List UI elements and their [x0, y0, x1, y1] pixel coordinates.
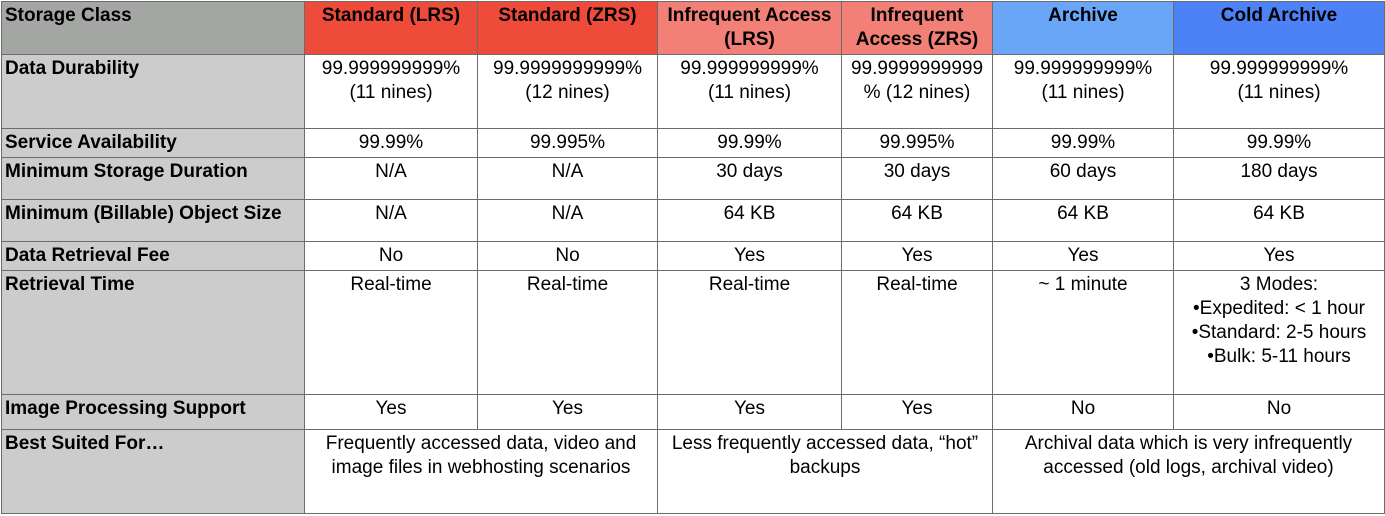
cell: No: [1174, 395, 1385, 430]
cell: 99.99%: [1174, 129, 1385, 158]
cell: 64 KB: [993, 200, 1174, 242]
cell: ~ 1 minute: [993, 271, 1174, 395]
row-label: Image Processing Support: [2, 395, 305, 430]
cell: Real-time: [658, 271, 842, 395]
best-suited-infrequent: Less frequently accessed data, “hot” backups: [658, 430, 993, 514]
header-cold-archive: Cold Archive: [1174, 2, 1385, 55]
cell: 99.999999999% (11 nines): [1174, 55, 1385, 129]
header-storage-class: Storage Class: [2, 2, 305, 55]
best-suited-archive: Archival data which is very infrequently accessed (old logs, archival video): [993, 430, 1385, 514]
row-best-suited-for: [2, 430, 1385, 514]
cell: Real-time: [305, 271, 478, 395]
cell: No: [305, 242, 478, 271]
cell: Yes: [658, 395, 842, 430]
cell: Real-time: [842, 271, 993, 395]
row-label: Best Suited For…: [2, 430, 305, 514]
cell: 99.999999999% (11 nines): [305, 55, 478, 129]
header-infrequent-zrs: Infrequent Access (ZRS): [842, 2, 993, 55]
cell: 99.99%: [305, 129, 478, 158]
cell: No: [478, 242, 658, 271]
cell: 64 KB: [658, 200, 842, 242]
row-service-availability: [2, 129, 1385, 158]
storage-class-comparison-table: [1, 1, 1385, 514]
header-row: [2, 2, 1385, 55]
header-infrequent-lrs: Infrequent Access (LRS): [658, 2, 842, 55]
cell: 30 days: [842, 158, 993, 200]
cell: 99.9999999999 % (12 nines): [842, 55, 993, 129]
row-minimum-storage-duration: [2, 158, 1385, 200]
best-suited-standard: Frequently accessed data, video and image files in webhosting scenarios: [305, 430, 658, 514]
cell: Yes: [658, 242, 842, 271]
row-data-retrieval-fee: [2, 242, 1385, 271]
row-label: Minimum (Billable) Object Size: [2, 200, 305, 242]
cell: No: [993, 395, 1174, 430]
cell: 99.99%: [993, 129, 1174, 158]
cell: Yes: [842, 242, 993, 271]
row-image-processing-support: [2, 395, 1385, 430]
cell: 99.995%: [478, 129, 658, 158]
cell: 99.999999999% (11 nines): [658, 55, 842, 129]
cell: N/A: [305, 158, 478, 200]
cell: Yes: [1174, 242, 1385, 271]
cell: 3 Modes: •Expedited: < 1 hour •Standard: 2-5 hours •Bulk: 5-11 hours: [1174, 271, 1385, 395]
cell: Yes: [478, 395, 658, 430]
header-standard-lrs: Standard (LRS): [305, 2, 478, 55]
cell: 99.99%: [658, 129, 842, 158]
cell: N/A: [305, 200, 478, 242]
cell: 60 days: [993, 158, 1174, 200]
cell: 30 days: [658, 158, 842, 200]
row-label: Data Durability: [2, 55, 305, 129]
header-standard-zrs: Standard (ZRS): [478, 2, 658, 55]
cell: 99.9999999999% (12 nines): [478, 55, 658, 129]
cell: Yes: [305, 395, 478, 430]
row-label: Service Availability: [2, 129, 305, 158]
header-archive: Archive: [993, 2, 1174, 55]
row-label: Retrieval Time: [2, 271, 305, 395]
row-minimum-object-size: [2, 200, 1385, 242]
cell: Real-time: [478, 271, 658, 395]
row-retrieval-time: [2, 271, 1385, 395]
cell: 64 KB: [1174, 200, 1385, 242]
cell: Yes: [842, 395, 993, 430]
cell: 99.999999999% (11 nines): [993, 55, 1174, 129]
row-label: Minimum Storage Duration: [2, 158, 305, 200]
cell: 64 KB: [842, 200, 993, 242]
cell: Yes: [993, 242, 1174, 271]
cell: N/A: [478, 158, 658, 200]
cell: 180 days: [1174, 158, 1385, 200]
row-label: Data Retrieval Fee: [2, 242, 305, 271]
cell: N/A: [478, 200, 658, 242]
row-data-durability: [2, 55, 1385, 129]
cell: 99.995%: [842, 129, 993, 158]
